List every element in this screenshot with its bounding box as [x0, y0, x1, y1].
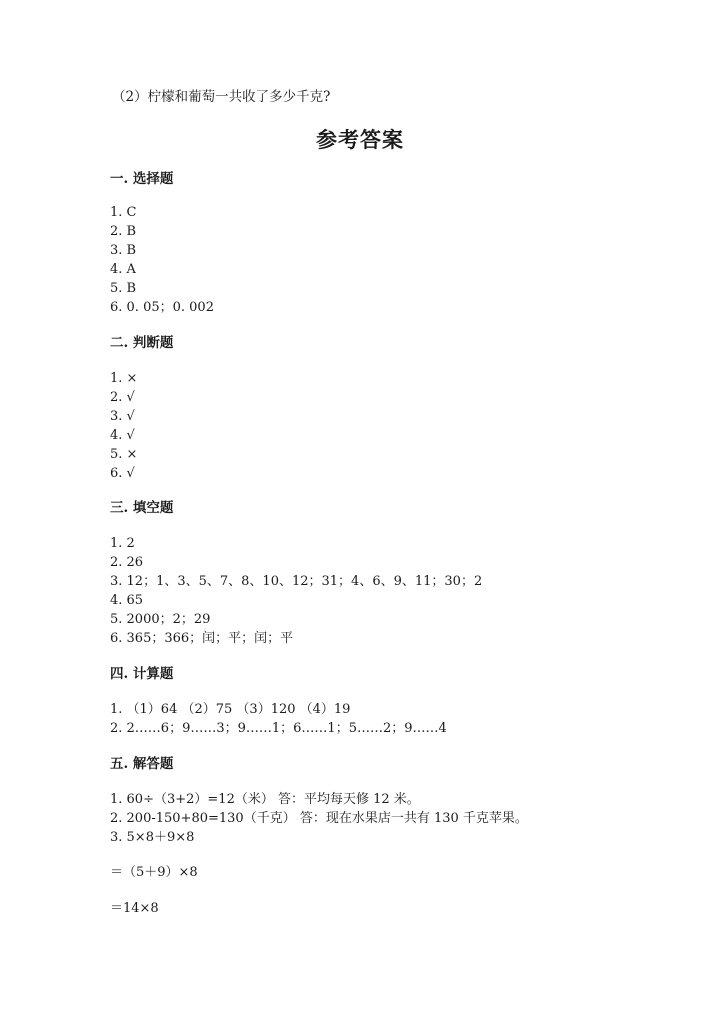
- answer-line: 5. ×: [110, 447, 138, 462]
- answer-line: ＝（5＋9）×8: [110, 865, 198, 880]
- answer-line: 2. B: [110, 224, 137, 239]
- answer-line: 5. B: [110, 281, 137, 296]
- answer-line: 4. A: [110, 262, 136, 277]
- answer-line: 3. √: [110, 409, 135, 424]
- page-title: 参考答案: [316, 127, 404, 152]
- answer-line: 2. 2……6；9……3；9……1；6……1；5……2；9……4: [110, 721, 447, 736]
- answer-line: 2. 26: [110, 555, 144, 570]
- answer-line: 2. 200-150+80=130（千克） 答：现在水果店一共有 130 千克苹果。: [110, 811, 528, 826]
- answer-line: 5. 2000；2；29: [110, 612, 211, 627]
- answer-line: 4. 65: [110, 593, 144, 608]
- answer-line: 1. C: [110, 205, 137, 220]
- answer-line: 1. 60÷（3+2）=12（米） 答：平均每天修 12 米。: [110, 792, 420, 807]
- answer-line: 6. √: [110, 466, 135, 481]
- answer-line: 1. （1）64 （2）75 （3）120 （4）19: [110, 702, 351, 717]
- answer-line: 6. 365；366；闰；平；闰；平: [110, 631, 294, 646]
- section-heading-solution: 五. 解答题: [110, 756, 174, 772]
- answer-line: 1. 2: [110, 536, 135, 551]
- answer-line: 2. √: [110, 390, 135, 405]
- intro-question: （2）柠檬和葡萄一共收了多少千克?: [112, 89, 331, 105]
- answer-line: 3. 5×8＋9×8: [110, 830, 195, 845]
- section-heading-judgement: 二. 判断题: [110, 335, 174, 351]
- answer-line: 3. B: [110, 243, 137, 258]
- answer-line: 4. √: [110, 428, 135, 443]
- section-heading-fill-in: 三. 填空题: [110, 500, 174, 516]
- answer-line: 3. 12；1、3、5、7、8、10、12；31；4、6、9、11；30；2: [110, 574, 483, 589]
- answer-line: ＝14×8: [110, 901, 159, 916]
- answer-line: 1. ×: [110, 371, 138, 386]
- answer-line: 6. 0. 05；0. 002: [110, 300, 214, 315]
- section-heading-calculation: 四. 计算题: [110, 666, 174, 682]
- section-heading-choice: 一. 选择题: [110, 171, 174, 187]
